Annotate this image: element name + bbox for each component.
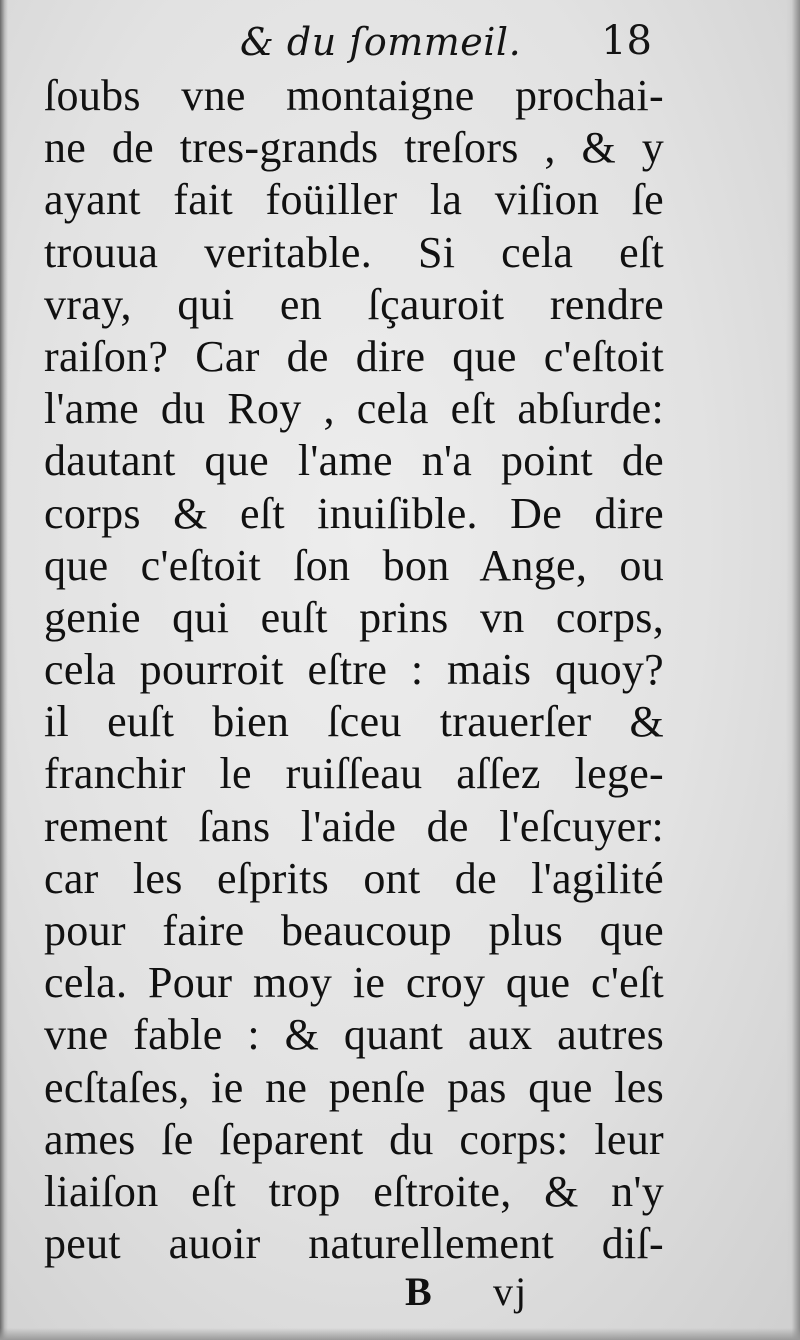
page-edge-bottom — [0, 1328, 800, 1340]
signature-mark — [405, 1264, 555, 1320]
running-title: & du ſommeil. — [240, 20, 522, 64]
signature-number: vj — [493, 1269, 529, 1314]
text-line: dautant que l'ame n'a point de — [44, 436, 664, 486]
text-line: raiſon? Car de dire que c'eſtoit — [44, 331, 664, 381]
page-number: 18 — [601, 18, 652, 64]
running-head — [240, 16, 660, 68]
text-line: ne de tres-grands treſors , & y — [44, 123, 664, 173]
page-edge-left — [0, 0, 8, 1340]
text-line: ecſtaſes, ie ne penſe pas que les — [44, 1062, 664, 1112]
text-line: cela. Pour moy ie croy que c'eſt — [44, 958, 664, 1008]
text-line: liaiſon eſt trop eſtroite, & n'y — [44, 1166, 664, 1216]
text-line: trouua veritable. Si cela eſt — [44, 227, 664, 277]
text-line: franchir le ruiſſeau aſſez lege- — [44, 749, 664, 799]
text-line: corps & eſt inuiſible. De dire — [44, 488, 664, 538]
text-line: pour faire beaucoup plus que — [44, 906, 664, 955]
text-line: ayant fait foüiller la viſion ſe — [44, 175, 664, 225]
text-line: peut auoir naturellement diſ- — [44, 1219, 664, 1269]
text-line: vne fable : & quant aux autres — [44, 1010, 664, 1060]
page-edge-right — [786, 0, 800, 1340]
signature-letter: B — [405, 1269, 434, 1314]
text-line: rement ſans l'aide de l'eſcuyer: — [44, 801, 664, 851]
text-line: cela pourroit eſtre : mais quoy? — [44, 645, 664, 695]
text-line: l'ame du Roy , cela eſt abſurde: — [44, 384, 664, 434]
text-line: ſoubs vne montaigne prochai- — [44, 71, 664, 120]
text-line: il euſt bien ſceu trauerſer & — [44, 697, 664, 747]
text-line: vray, qui en ſçauroit rendre — [44, 279, 664, 329]
body-text — [44, 70, 664, 1270]
text-line: genie qui euſt prins vn corps, — [44, 592, 664, 642]
text-line: ames ſe ſeparent du corps: leur — [44, 1114, 664, 1164]
text-line: car les eſprits ont de l'agilité — [44, 853, 664, 903]
text-line: que c'eſtoit ſon bon Ange, ou — [44, 540, 664, 590]
